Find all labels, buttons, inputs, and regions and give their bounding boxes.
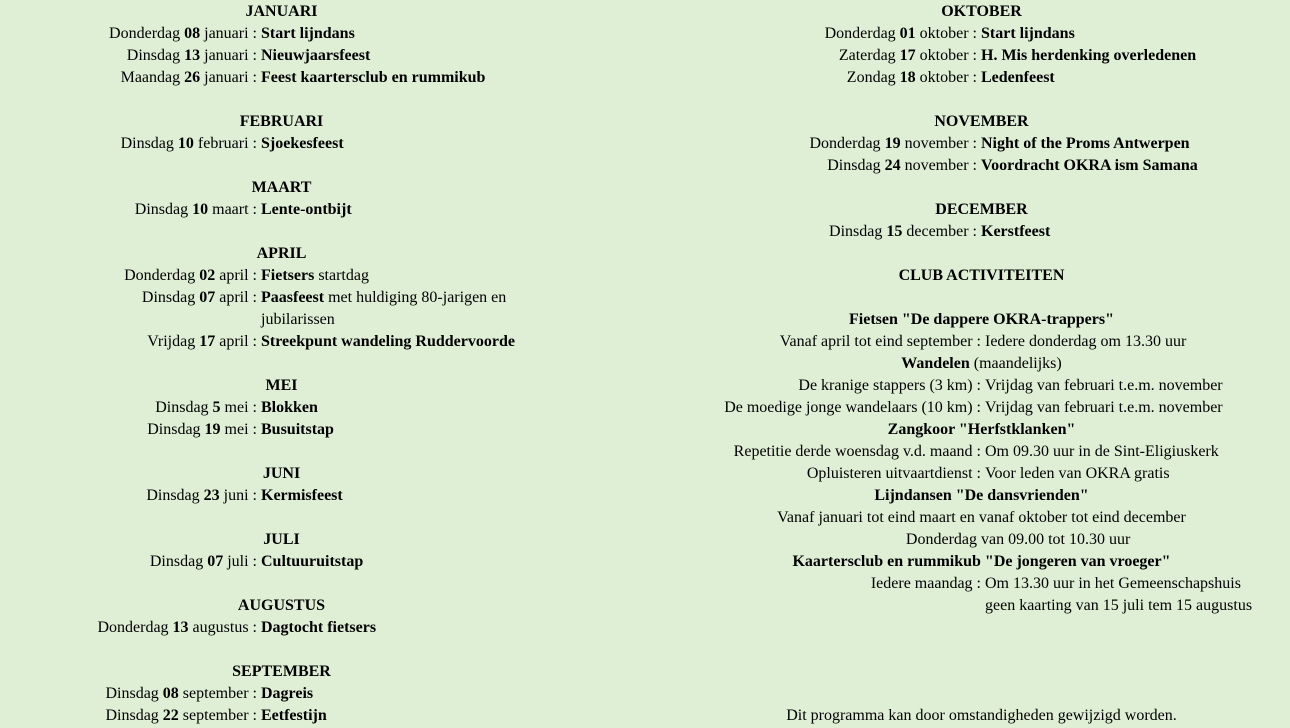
club-wandelen-title: Wandelen (maandelijks): [901, 355, 1062, 372]
event-row: Dinsdag 15 december : Kerstfeest: [829, 223, 1051, 240]
event-row: Vrijdag 17 april : Streekpunt wandeling Ruddervoorde: [147, 333, 515, 350]
event-row: Donderdag 13 augustus : Dagtocht fietsers: [97, 619, 377, 636]
club-row: De moedige jonge wandelaars (10 km) : Vrijdag van februari t.e.m. november: [724, 399, 1223, 416]
club-row: Iedere maandag : Om 13.30 uur in het Gemeenschapshuis: [870, 575, 1241, 592]
event-row: Dinsdag 19 mei : Busuitstap: [147, 421, 334, 438]
event-row: Dinsdag 23 juni : Kermisfeest: [146, 487, 343, 504]
event-row: Dinsdag 24 november : Voordracht OKRA ism Samana: [827, 157, 1198, 174]
club-fietsen-title: Fietsen "De dappere OKRA-trappers": [849, 311, 1114, 328]
event-row-continuation: jubilarissen: [261, 311, 335, 328]
club-lijndansen-title: Lijndansen "De dansvrienden": [874, 487, 1089, 504]
month-heading: DECEMBER: [935, 201, 1028, 218]
event-row: Dinsdag 10 februari : Sjoekesfeest: [120, 135, 344, 152]
month-heading: JUNI: [262, 465, 301, 482]
club-zangkoor-title: Zangkoor "Herfstklanken": [887, 421, 1076, 438]
club-row-continuation: geen kaarting van 15 juli tem 15 augustus: [985, 597, 1253, 614]
event-row: Donderdag 01 oktober : Start lijndans: [824, 25, 1075, 42]
month-heading: MAART: [251, 179, 312, 196]
club-row: Donderdag van 09.00 tot 10.30 uur: [905, 531, 1131, 548]
month-heading: FEBRUARI: [239, 113, 324, 130]
club-lijndansen-period: Vanaf januari tot eind maart en vanaf oktober tot eind december: [777, 509, 1186, 526]
event-row: Dinsdag 13 januari : Nieuwjaarsfeest: [126, 47, 371, 64]
month-heading: JULI: [263, 531, 300, 548]
club-kaarters-title: Kaartersclub en rummikub "De jongeren van vroeger": [792, 553, 1171, 570]
club-heading: CLUB ACTIVITEITEN: [898, 267, 1065, 284]
month-heading: OKTOBER: [941, 3, 1022, 20]
month-heading: MEI: [265, 377, 298, 394]
calendar-right-column: [660, 1, 1290, 617]
month-heading: AUGUSTUS: [237, 597, 326, 614]
event-row: Donderdag 02 april : Fietsers startdag: [124, 267, 369, 284]
month-heading: APRIL: [256, 245, 307, 262]
event-row: Zaterdag 17 oktober : H. Mis herdenking overledenen: [838, 47, 1197, 64]
event-row: Dinsdag 22 september : Eetfestijn: [105, 707, 327, 724]
club-row: Vanaf april tot eind september : Iedere donderdag om 13.30 uur: [779, 333, 1187, 350]
calendar-left-column: [0, 1, 580, 727]
month-heading: SEPTEMBER: [232, 663, 331, 680]
event-row: Dinsdag 07 april : Paasfeest met huldiging 80-jarigen en: [141, 289, 507, 306]
event-row: Dinsdag 5 mei : Blokken: [155, 399, 318, 416]
footer-note: Dit programma kan door omstandigheden gewijzigd worden.: [786, 707, 1177, 724]
month-heading: JANUARI: [245, 3, 318, 20]
club-row: Opluisteren uitvaartdienst : Voor leden van OKRA gratis: [806, 465, 1170, 482]
club-row: De kranige stappers (3 km) : Vrijdag van februari t.e.m. november: [798, 377, 1223, 394]
event-row: Donderdag 08 januari : Start lijndans: [109, 25, 355, 42]
event-row: Dinsdag 07 juli : Cultuuruitstap: [149, 553, 364, 570]
event-row: Donderdag 19 november : Night of the Proms Antwerpen: [809, 135, 1190, 152]
event-row: Zondag 18 oktober : Ledenfeest: [846, 69, 1055, 86]
event-row: Maandag 26 januari : Feest kaartersclub en rummikub: [120, 69, 486, 86]
month-heading: NOVEMBER: [934, 113, 1029, 130]
event-row: Dinsdag 10 maart : Lente-ontbijt: [134, 201, 352, 218]
club-row: Repetitie derde woensdag v.d. maand : Om 09.30 uur in de Sint-Eligiuskerk: [733, 443, 1219, 460]
event-row: Dinsdag 08 september : Dagreis: [105, 685, 314, 702]
